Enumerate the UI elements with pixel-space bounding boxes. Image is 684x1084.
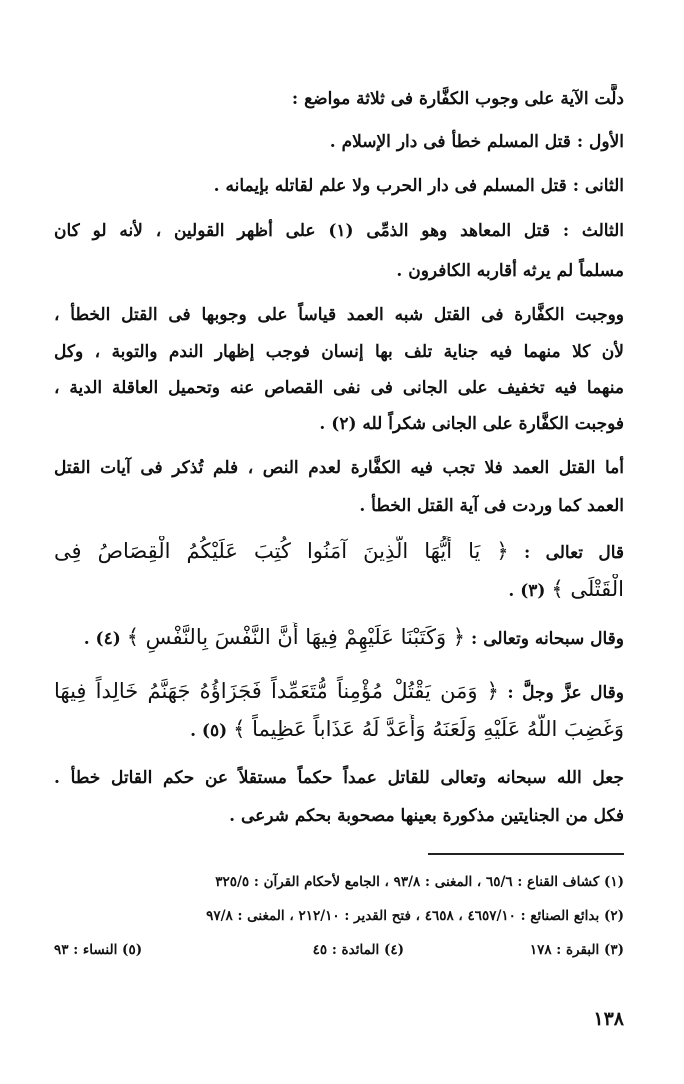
footnote-1: (١) كشاف القناع : ٦٥/٦ ، المغنى : ٩٣/٨ ، الجامع لأحكام القرآن : ٣٢٥/٥: [215, 874, 624, 890]
paragraph-semi-intentional-line-3: منهما فيه تخفيف على الجانى فى نفى القصاص عنه وتحميل العاقلة الدية ،: [54, 378, 624, 398]
quran-verse: وَغَضِبَ اللَّهُ عَلَيْهِ وَلَعَنَهُ وَأَعَدَّ لَهُ عَذَاباً عَظِيماً ﴾: [233, 717, 624, 741]
footnote-3: (٣) البقرة : ١٧٨: [529, 942, 624, 958]
quran-quote-2: [54, 622, 624, 654]
footnote-5: (٥) النساء : ٩٣: [54, 942, 143, 958]
paragraph-semi-intentional-line-4: فوجبت الكفَّارة على الجانى شكراً لله (٢) .: [319, 414, 624, 434]
footnote-ref: (٥) .: [190, 721, 234, 741]
quran-quote-1-line-1: [54, 536, 624, 568]
quote-intro: وقال عزَّ وجلَّ :: [498, 683, 624, 703]
paragraph-second-case: الثانى : قتل المسلم فى دار الحرب ولا علم لقاتله بإيمانه .: [213, 176, 624, 196]
quran-quote-3-line-1: [54, 676, 624, 708]
quran-verse: ﴿ وَكَتَبْنَا عَلَيْهِمْ فِيهَا أَنَّ النَّفْسَ بِالنَّفْسِ ﴾: [126, 625, 466, 649]
paragraph-third-case-line-2: مسلماً لم يرثه أقاربه الكافرون .: [396, 261, 624, 281]
paragraph-intentional-line-1: أما القتل العمد فلا تجب فيه الكفَّارة لعدم النص ، فلم تُذكر فى آيات القتل: [54, 458, 624, 478]
quote-intro: قال تعالى :: [508, 543, 624, 563]
quran-verse: ﴿ يَا أَيُّهَا الَّذِينَ آمَنُوا كُتِبَ عَلَيْكُمُ الْقِصَاصُ فِى: [54, 539, 509, 563]
quran-quote-1-line-2: [54, 574, 624, 606]
quran-quote-3-line-2: [54, 714, 624, 746]
quran-verse: ﴿ وَمَن يَقْتُلْ مُؤْمِناً مُّتَعَمِّداً فَجَزَاؤُهُ جَهَنَّمُ خَالِداً فِيهَا: [54, 679, 499, 703]
footnote-ref: (٤) .: [83, 629, 127, 649]
paragraph-first-case: الأول : قتل المسلم خطأ فى دار الإسلام .: [329, 132, 624, 152]
page-number: ١٣٨: [593, 1008, 624, 1030]
paragraph-conclusion-line-2: فكل من الجنايتين مذكورة بعينها مصحوبة بحكم شرعى .: [229, 806, 624, 826]
paragraph-third-case-line-1: الثالث : قتل المعاهد وهو الذمِّى (١) على أظهر القولين ، لأنه لو كان: [54, 221, 624, 241]
paragraph-conclusion-line-1: جعل الله سبحانه وتعالى للقاتل عمداً حكماً مستقلاً عن حكم القاتل خطأ .: [54, 768, 624, 788]
footnote-ref: (٣) .: [508, 581, 552, 601]
paragraph-intro: دلَّت الآية على وجوب الكفَّارة فى ثلاثة مواضع :: [291, 89, 624, 109]
paragraph-semi-intentional-line-1: ووجبت الكفَّارة فى القتل شبه العمد قياساً على وجوبها فى القتل الخطأ ،: [54, 305, 624, 325]
footnote-separator: [428, 853, 624, 855]
footnotes-row-3: [54, 938, 624, 962]
quran-verse: الْقَتْلَى ﴾: [551, 577, 624, 601]
footnote-2: (٢) بدائع الصنائع : ٤٦٥٧/١٠ ، ٤٦٥٨ ، فتح القدير : ٢١٢/١٠ ، المغنى : ٩٧/٨: [206, 908, 624, 924]
paragraph-intentional-line-2: العمد كما وردت فى آية القتل الخطأ .: [359, 496, 624, 516]
quote-intro: وقال سبحانه وتعالى :: [465, 629, 624, 649]
footnote-4: (٤) المائدة : ٤٥: [312, 942, 404, 958]
paragraph-semi-intentional-line-2: لأن كلا منهما فيه جناية تلف بها إنسان فوجب إظهار الندم والتوبة ، وكل: [54, 342, 624, 362]
